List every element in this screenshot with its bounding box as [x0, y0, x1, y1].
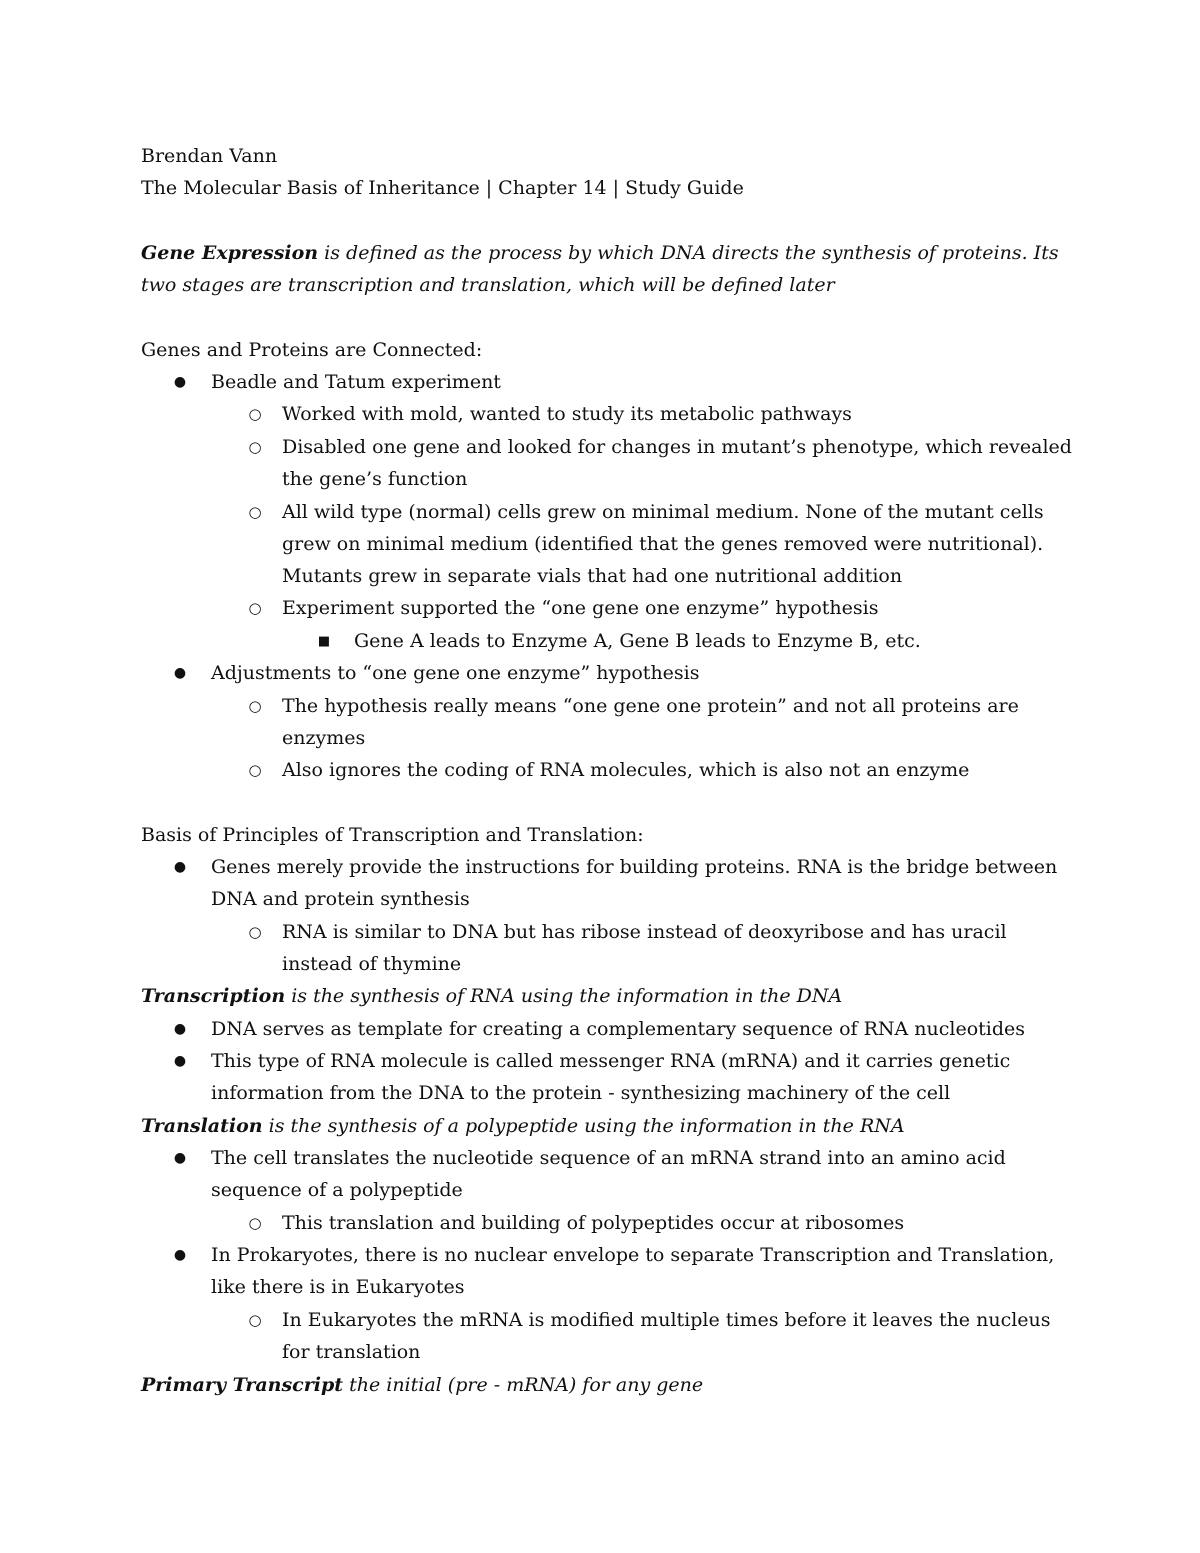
list-item-continuation: Mutants grew in separate vials that had one nutritional addition [282, 565, 903, 587]
gene-expression-text: is defined as the process by which DNA directs the synthesis of proteins. Its [318, 242, 1059, 264]
gene-expression-text-2: two stages are transcription and translation, which will be defined later [141, 274, 835, 296]
bullet-circle: ○ [248, 503, 262, 521]
bullet-circle: ○ [248, 1214, 262, 1232]
list-item: ● In Prokaryotes, there is no nuclear envelope to separate Transcription and Translation, [173, 1244, 1055, 1266]
list-item-continuation: grew on minimal medium (identified that the genes removed were nutritional). [282, 533, 1044, 555]
list-item: ● Beadle and Tatum experiment [173, 371, 501, 393]
list-item-continuation: enzymes [282, 727, 366, 749]
bullet-circle: ○ [248, 697, 262, 715]
list-item-continuation: instead of thymine [282, 953, 462, 975]
primary-transcript-term: Primary Transcript [141, 1374, 344, 1396]
list-item: ○ RNA is similar to DNA but has ribose instead of deoxyribose and has uracil [248, 921, 1007, 943]
bullet-square: ■ [317, 634, 331, 649]
list-item-continuation: the gene’s function [282, 468, 468, 490]
list-item: ○ This translation and building of polypeptides occur at ribosomes [248, 1212, 905, 1234]
bullet-disc: ● [173, 665, 187, 681]
document-title: The Molecular Basis of Inheritance | Chapter 14 | Study Guide [141, 177, 744, 199]
list-item: ● DNA serves as template for creating a complementary sequence of RNA nucleotides [173, 1018, 1026, 1040]
list-item: ○ All wild type (normal) cells grew on minimal medium. None of the mutant cells [248, 501, 1044, 523]
gene-expression-definition [141, 242, 1059, 264]
transcription-term: Transcription [141, 985, 286, 1007]
list-item-continuation: sequence of a polypeptide [211, 1179, 463, 1201]
bullet-circle: ○ [248, 405, 262, 423]
bullet-circle: ○ [248, 438, 262, 456]
primary-transcript-definition: Primary Transcript the initial (pre - mRNA) for any gene [141, 1374, 704, 1396]
list-item: ○ Experiment supported the “one gene one enzyme” hypothesis [248, 597, 879, 619]
bullet-circle: ○ [248, 1311, 262, 1329]
list-item-continuation: like there is in Eukaryotes [211, 1276, 465, 1298]
list-item: ● Genes merely provide the instructions for building proteins. RNA is the bridge between [173, 856, 1058, 878]
list-item: ○ Disabled one gene and looked for changes in mutant’s phenotype, which revealed [248, 436, 1072, 458]
list-item-continuation: DNA and protein synthesis [211, 888, 470, 910]
section-heading-genes-proteins: Genes and Proteins are Connected: [141, 339, 483, 361]
section-heading-basis-principles: Basis of Principles of Transcription and Translation: [141, 824, 644, 846]
gene-expression-term: Gene Expression [141, 242, 319, 264]
list-item: ○ The hypothesis really means “one gene one protein” and not all proteins are [248, 695, 1019, 717]
bullet-disc: ● [173, 1247, 187, 1263]
bullet-disc: ● [173, 859, 187, 875]
list-item: ● This type of RNA molecule is called messenger RNA (mRNA) and it carries genetic [173, 1050, 1011, 1072]
list-item: ■ Gene A leads to Enzyme A, Gene B leads to Enzyme B, etc. [317, 630, 921, 652]
bullet-disc: ● [173, 1053, 187, 1069]
translation-term: Translation [141, 1115, 263, 1137]
transcription-definition: Transcription is the synthesis of RNA using the information in the DNA [141, 985, 843, 1007]
list-item: ○ In Eukaryotes the mRNA is modified multiple times before it leaves the nucleus [248, 1309, 1051, 1331]
bullet-circle: ○ [248, 761, 262, 779]
list-item-continuation: information from the DNA to the protein - synthesizing machinery of the cell [211, 1082, 951, 1104]
author-name: Brendan Vann [141, 145, 278, 167]
bullet-circle: ○ [248, 923, 262, 941]
list-item: ● Adjustments to “one gene one enzyme” hypothesis [173, 662, 700, 684]
list-item-continuation: for translation [282, 1341, 421, 1363]
translation-definition: Translation is the synthesis of a polypeptide using the information in the RNA [141, 1115, 905, 1137]
list-item: ○ Also ignores the coding of RNA molecules, which is also not an enzyme [248, 759, 970, 781]
bullet-disc: ● [173, 374, 187, 390]
list-item: ○ Worked with mold, wanted to study its metabolic pathways [248, 403, 852, 425]
list-item: ● The cell translates the nucleotide sequence of an mRNA strand into an amino acid [173, 1147, 1006, 1169]
bullet-circle: ○ [248, 599, 262, 617]
bullet-disc: ● [173, 1150, 187, 1166]
bullet-disc: ● [173, 1021, 187, 1037]
